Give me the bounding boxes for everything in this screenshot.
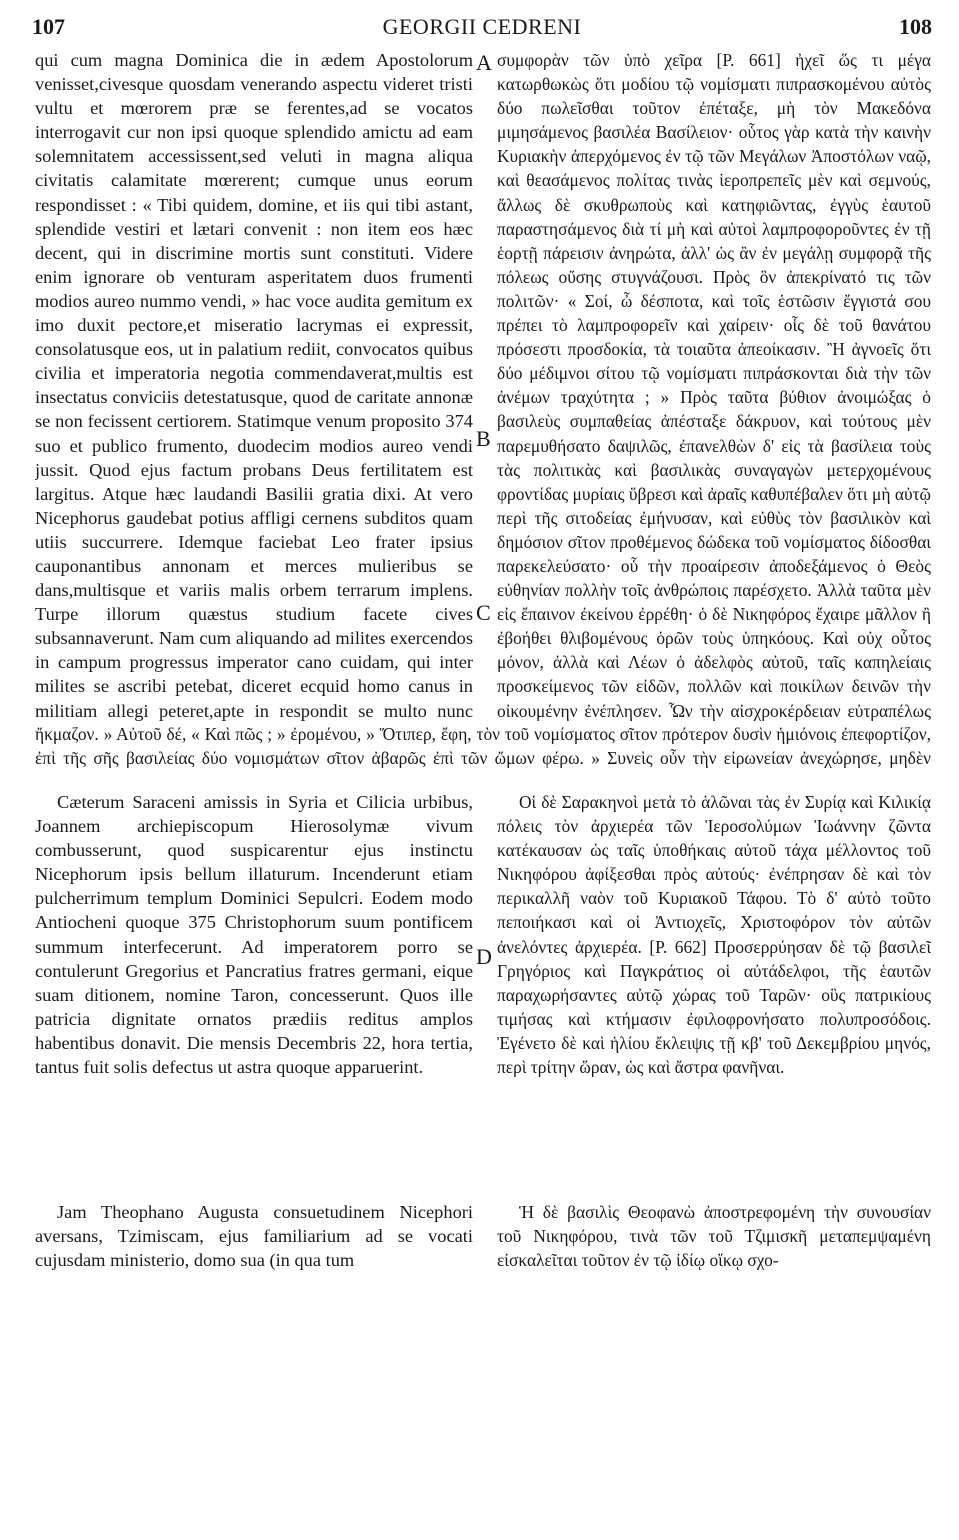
greek-full-width-continuation: [35, 722, 931, 772]
running-title: GEORGII CEDRENI: [382, 14, 582, 39]
greek-paragraph: Ἡ δὲ βασιλὶς Θεοφανὼ ἀποστρεφομένη τὴν συνουσίαν τοῦ Νικηφόρου, τινὰ τῶν τοῦ Τζιμισκῆ μεταπεμψαμένη εἰσκαλεῖται τοῦτον ἐν τῷ ἰδίῳ οἴκῳ σχο-: [497, 1202, 931, 1271]
page-number-left: 107: [32, 14, 65, 39]
section-marker-d: D: [476, 944, 492, 969]
section-marker-b: B: [476, 426, 491, 451]
section-marker-a: A: [476, 50, 492, 75]
greek-paragraph: ἤκμαζον. » Αὐτοῦ δέ, « Καὶ πῶς ; » ἐρομένου, » Ὅτιπερ, ἔφη, τὸν τοῦ νομίσματος σῖτον πρότερον δυσὶν ἡμιόνοις ἐπεφορτίζον, ἐπὶ τῆς σῆς βασιλείας δύο νομισμάτων σῖτον ἀβαρῶς ἐπὶ τῶν ὤμων φέρω. » Συνεὶς οὖν τὴν εἰρωνείαν ἀνεχώρησε, μηδὲν: [35, 724, 931, 768]
section-marker-c: C: [476, 600, 491, 625]
latin-paragraph: Jam Theophano Augusta consuetudinem Nicephori aversans, Tzimiscam, ejus familiarium ad se vocati cujusdam ministerio, domo sua (in qua tum: [35, 1202, 473, 1271]
greek-column-2: [497, 790, 931, 1190]
latin-column-2: [35, 790, 473, 1190]
greek-paragraph: συμφορὰν τῶν ὑπὸ χεῖρα [P. 661] ἠχεῖ ὥς τι μέγα κατωρθωκὼς ὅτι μοδίου τῷ νομίσματι πιπρασκομένου αὐτὸς δύο πωλεῖσθαι τοῦτον ἐπέταξε, μὴ τὸν Μακεδόνα μιμησάμενος βασιλέα Βασίλειον· οὗτος γὰρ κατὰ τὴν καινὴν Κυριακὴν ἀπερχόμενος ἐν τῷ τῶν Μεγάλων Ἀποστόλων ναῷ, καὶ θεασάμενος πολίτας τινὰς ἱεροπρεπεῖς μὲν καὶ σεμνούς, ἄλλως δὲ σκυθρωποὺς καὶ κατηφιῶντας, ἐγγὺς ἑαυτοῦ παραστησάμενος διὰ τί μὴ καὶ αὐτοὶ λαμπροφοροῦντες ἐν τῇ ἑορτῇ πάρεισιν ἀνηρώτα, ἀλλ' ὡς ἂν ἐν μεγάλῃ συμφορᾷ τῆς πόλεως οὔσης στυγνάζουσι. Πρὸς ὃν ἀπεκρίνατό τις τῶν πολιτῶν· « Σοί, ὦ δέσποτα, καὶ τοῖς ἑστῶσιν ἔγγιστά σου πρέπει τὸ λαμπροφορεῖν καὶ χαίρειν· οἷς δὲ τοῦ θανάτου πρόσεστι προσδοκία, τὰ τοιαῦτα ἀπεοίκασιν. Ἢ ἀγνοεῖς ὅτι δύο μέδιμνοι σίτου τῷ νομίσματι πιπράσκονται διὰ τὴν τῶν ἀνέμων τραχύτητα ; » Πρὸς ταῦτα βύθιον ἀνοιμώξας ὁ βασιλεὺς συμπαθείας ἀπέσταξε δάκρυον, καὶ τούτους μὲν παρεμυθήσατο δαψιλῶς, ἐπανελθὼν δ' εἰς τὰ βασίλεια τοὺς τὰς πολιτικὰς καὶ βασιλικὰς συναγαγὼν μετερχομένους φροντίδας μυρίαις ὕβρεσι καὶ ἀραῖς καθυπέβαλεν ὅτι μὴ αὐτῷ περὶ τῆς σιτοδείας ἐμήνυσαν, καὶ εὐθὺς τὸν βασιλικὸν καὶ δημόσιον σῖτον προθέμενος δώδεκα τοῦ νομίσματος δίδοσθαι παρεκελεύσατο· οὗ τὴν προαίρεσιν ἀποδεξάμενος ὁ Θεὸς εὐθηνίαν πολλὴν τοῖς ἀνθρώποις παρέσχετο. Ἀλλὰ ταῦτα μὲν εἰς ἔπαινον ἐκείνου ἐρρέθη· ὁ δὲ Νικηφόρος ἔχαιρε μᾶλλον ἢ ἐβοήθει θλιβομένους ὁρῶν τοὺς ὑπηκόους. Καὶ οὐχ οὗτος μόνον, ἀλλὰ καὶ Λέων ὁ ἀδελφὸς αὐτοῦ, ταῖς καπηλείαις προσκείμενος τῶν εἰδῶν, πολλῶν καὶ ποικίλων δεινῶν τὴν οἰκουμένην ἐνέπλησεν. Ὧν τὴν αἰσχροκέρδειαν εὐτραπέλως: [497, 50, 931, 721]
greek-column-1: [497, 48, 931, 722]
page-number-right: 108: [899, 14, 932, 39]
latin-column-1: [35, 48, 473, 722]
latin-paragraph: qui cum magna Dominica die in ædem Apostolorum venisset,civesque quosdam venerando aspectu videret tristi vultu et mœrorem præ se ferentes,ad se vocatos interrogavit cur non ipsi quoque splendido amictu ad eam solemnitatem accessissent,sed veluti in magna aliqua civitatis calamitate mœrerent; cumque unus eorum respondisset : « Tibi quidem, domine, et iis qui tibi astant, splendide vestiri et lætari convenit : non item eos hæc decent, qui in discrimine mortis sunt constituti. Videre enim ignorare ob venturam asperitatem duos frumenti modios aureo nummo vendi, » hac voce audita gemitum ex imo duxit pectore,et miseratio lacrymas ei expressit, consolatusque eos, ut in palatium rediit, convocatos quibus civilia et imperatoria negotia commendaverat,multis est insectatus conviciis detestatusque, quod de caritate annonæ se non fecissent certiorem. Statimque venum proposito 374 suo et publico frumento, duodecim modios aureo vendi jussit. Quod ejus factum probans Deus fertilitatem est largitus. Atque hæc laudandi Basilii gratia dixi. At vero Nicephorus gaudebat potius affligi cernens subditos quam utiis succurrere. Idemque faciebat Leo frater ipsius cauponantibus annonam et merces mulieribus se dans,multisque et variis malis orbem terrarum implens. Turpe illorum quæstus studium facete cives subsannaverunt. Nam cum aliquando ad milites exercendos in campum progressus imperator cano cuidam, qui inter milites se ascribi petebat, diceret ecquid homo canus in militiam allegi peteret,apte in respondit se multo nunc: [35, 50, 473, 721]
page-header: [32, 14, 932, 44]
greek-column-3: [497, 1200, 931, 1310]
greek-paragraph: Οἱ δὲ Σαρακηνοὶ μετὰ τὸ ἁλῶναι τὰς ἐν Συρίᾳ καὶ Κιλικίᾳ πόλεις τὸν ἀρχιερέα τῶν Ἱεροσολύμων Ἰωάννην ζῶντα κατέκαυσαν ὡς ταῖς ὑποθήκαις αὐτοῦ τάχα μέλλοντος τοῦ Νικηφόρου ἀφίξεσθαι πρὸς αὐτούς· ἐνέπρησαν δὲ καὶ τὸν περικαλλῆ ναὸν τοῦ Κυριακοῦ Τάφου. Τὸ δ' αὐτὸ τοῦτο πεποιήκασι καὶ οἱ Ἀντιοχεῖς, Χριστοφόρον τὸν αὐτῶν ἀνελόντες ἀρχιερέα. [P. 662] Προσερρύησαν δὲ τῷ βασιλεῖ Γρηγόριος καὶ Παγκράτιος οἱ αὐτάδελφοι, τῆς ἑαυτῶν παραχωρήσαντες αὐτῷ χώρας τοῦ Ταρῶν· οὓς πατρικίους τιμήσας καὶ κτήμασιν ἐφιλοφρονήσατο πολυπροσόδοις. Ἐγένετο δὲ καὶ ἡλίου ἔκλειψις τῇ κβ' τοῦ Δεκεμβρίου μηνός, περὶ τρίτην ὥραν, ὡς καὶ ἄστρα φανῆναι.: [497, 792, 931, 1078]
latin-paragraph: Cæterum Saraceni amissis in Syria et Cilicia urbibus, Joannem archiepiscopum Hierosolymæ vivum combusserunt, quod suspicarentur ejus instinctu Nicephorum ipsis bellum illaturum. Incenderunt etiam pulcherrimum templum Dominici Sepulcri. Eodem modo Antiocheni quoque 375 Christophorum suum pontificem summum interfecerunt. Ad imperatorem porro se contulerunt Gregorius et Pancratius fratres germani, eique suam ditionem, nomine Taron, concesserunt. Quos ille patricia dignitate ornatos prædiis reditus amplos habentibus donavit. Die mensis Decembris 22, hora tertia, tantus fuit solis defectus ut astra quoque apparuerint.: [35, 792, 473, 1078]
latin-column-3: [35, 1200, 473, 1310]
